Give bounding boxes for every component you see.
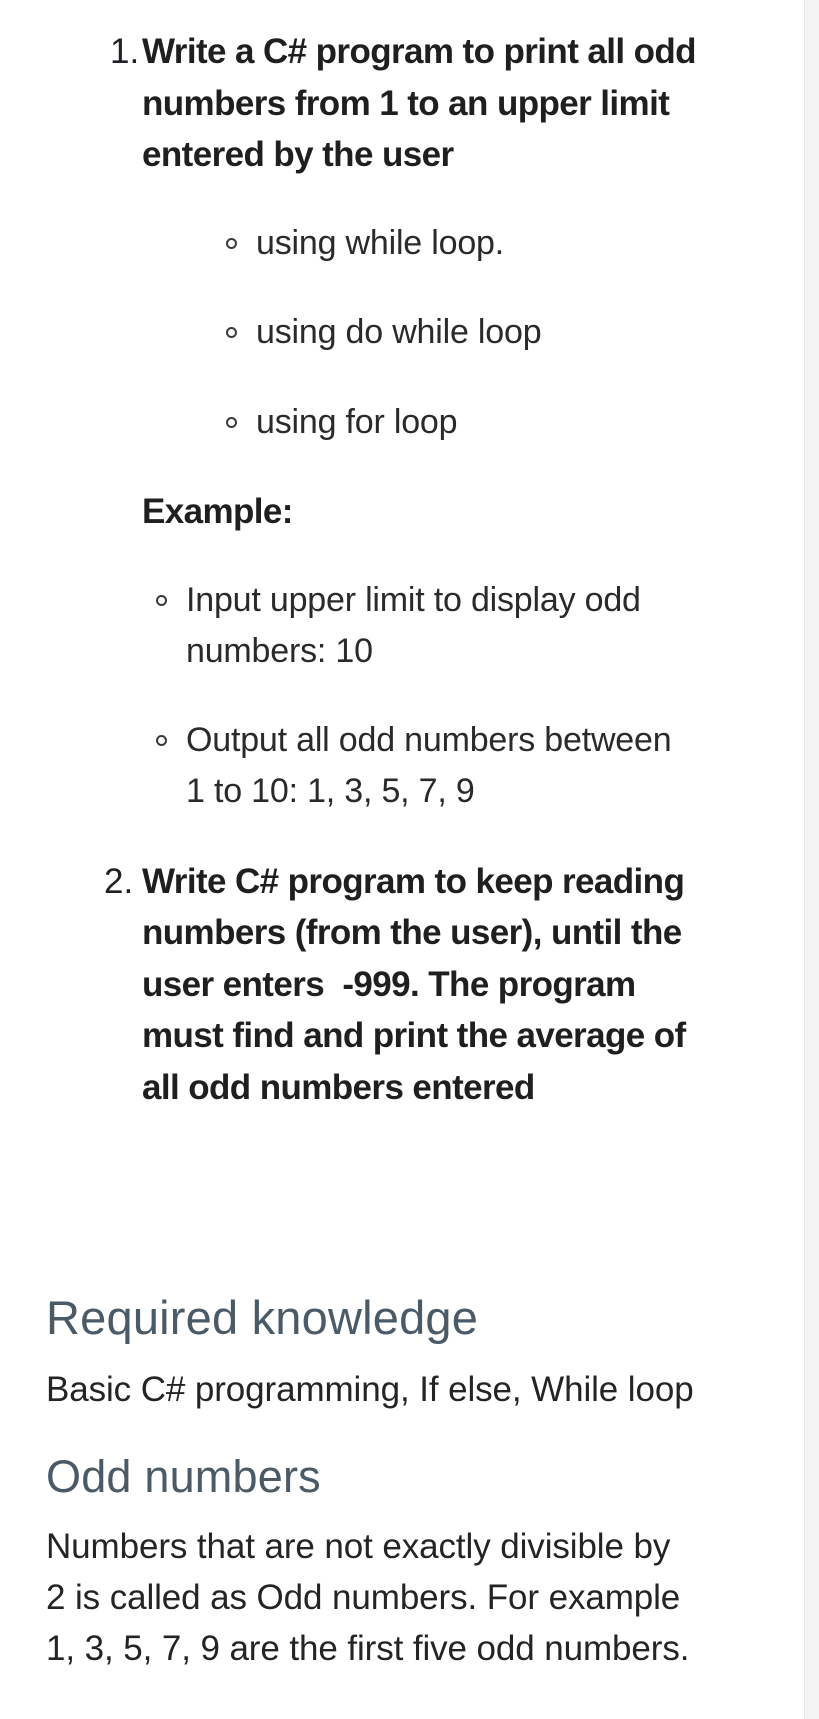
example-line: Input upper limit to display odd	[186, 581, 641, 619]
odd-numbers-text-line: Numbers that are not exactly divisible by	[46, 1527, 671, 1566]
circle-bullet-icon	[226, 417, 237, 428]
example-label: Example:	[142, 492, 293, 531]
question-text-line: Write a C# program to print all odd	[142, 32, 696, 71]
odd-numbers-text-line: 2 is called as Odd numbers. For example	[46, 1578, 681, 1617]
example-line: Output all odd numbers between	[186, 721, 672, 759]
question-text-line: user enters -999. The program	[142, 965, 636, 1004]
question-number: 1.	[110, 32, 140, 71]
required-knowledge-text: Basic C# programming, If else, While loop	[46, 1370, 694, 1409]
circle-bullet-icon	[156, 735, 167, 746]
scrollbar-track[interactable]	[804, 0, 819, 1719]
example-line: numbers: 10	[186, 632, 373, 670]
list-item: using for loop	[256, 403, 458, 441]
odd-numbers-heading: Odd numbers	[46, 1451, 321, 1502]
question-text-line: Write C# program to keep reading	[142, 862, 685, 901]
question-text-line: must find and print the average of	[142, 1016, 686, 1055]
question-text-line: numbers from 1 to an upper limit	[142, 84, 670, 123]
question-text-line: all odd numbers entered	[142, 1068, 535, 1107]
question-text-line: numbers (from the user), until the	[142, 913, 682, 952]
required-knowledge-heading: Required knowledge	[46, 1291, 479, 1344]
question-number: 2.	[104, 862, 134, 901]
question-text-line: entered by the user	[142, 135, 454, 174]
circle-bullet-icon	[226, 327, 237, 338]
list-item: using while loop.	[256, 224, 504, 262]
list-item: using do while loop	[256, 313, 542, 351]
circle-bullet-icon	[226, 238, 237, 249]
odd-numbers-text-line: 1, 3, 5, 7, 9 are the first five odd numbers.	[46, 1629, 690, 1668]
example-line: 1 to 10: 1, 3, 5, 7, 9	[186, 772, 475, 810]
circle-bullet-icon	[156, 595, 167, 606]
